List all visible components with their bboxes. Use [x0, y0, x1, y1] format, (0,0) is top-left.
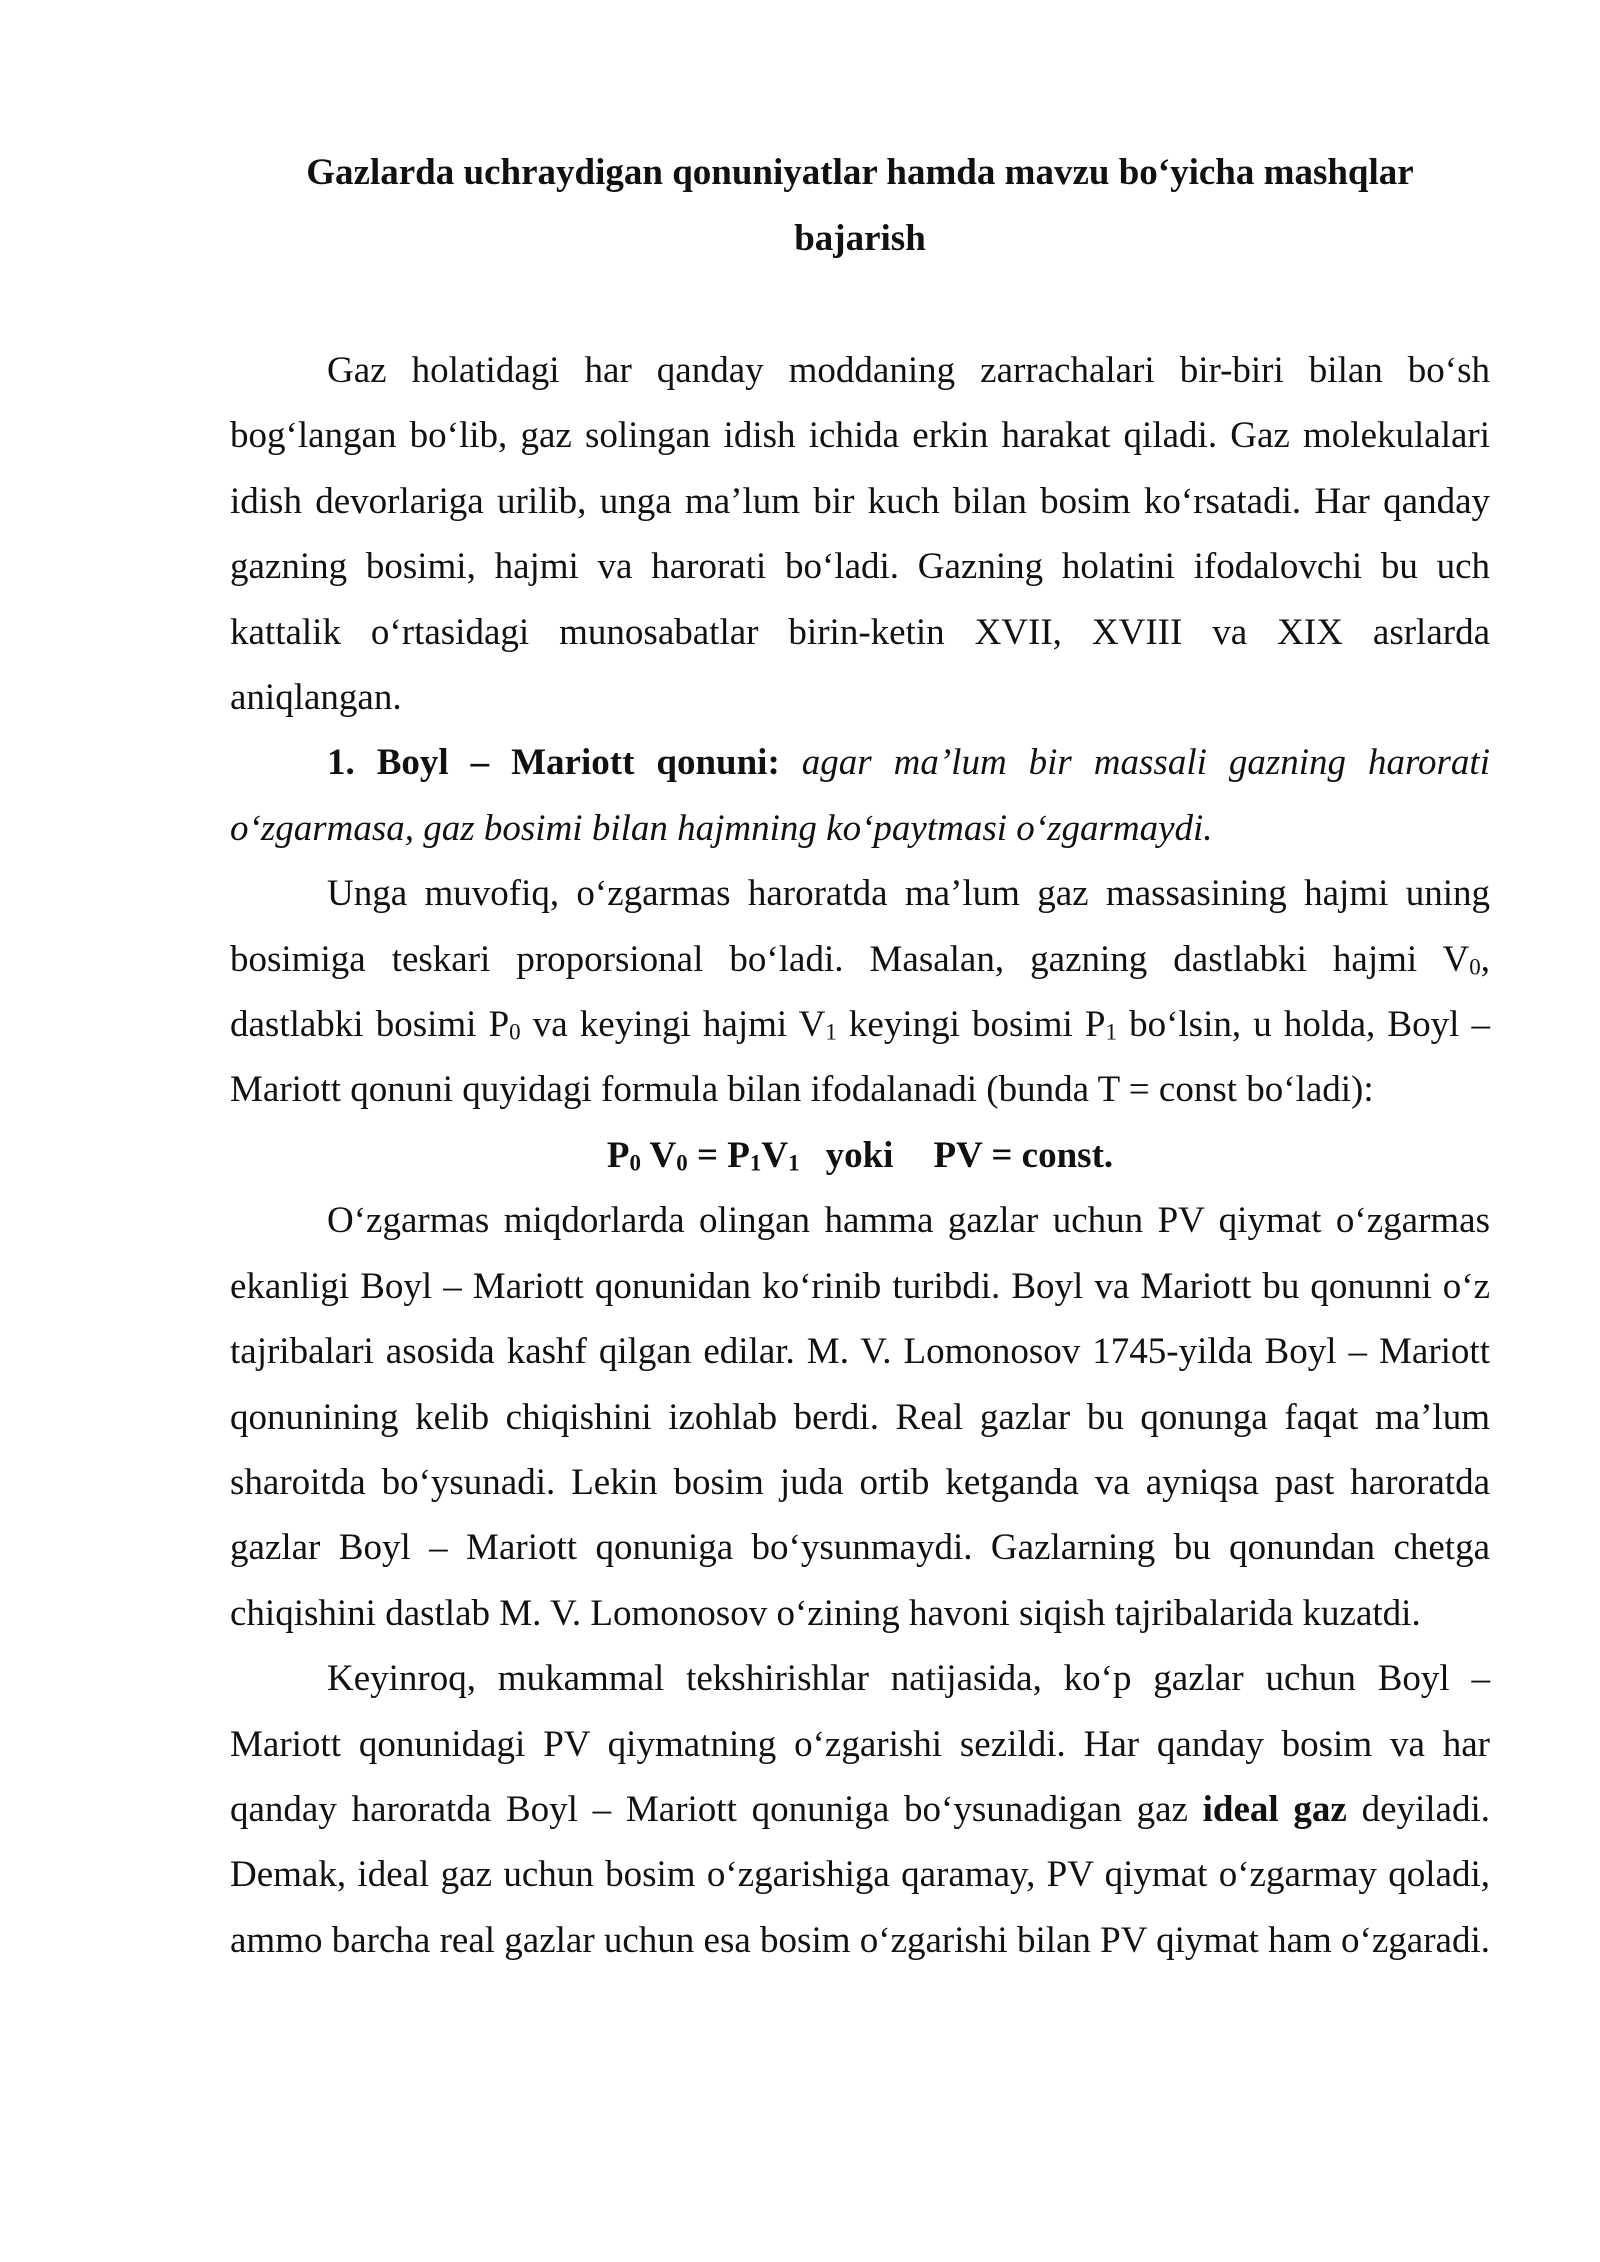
subscript: 1	[1105, 1019, 1117, 1045]
text-run: Unga muvofiq, o‘zgarmas haroratda ma’lum gaz massasining hajmi uning bosimiga teskari proporsional bo‘ladi. Masalan, gazning dastlabki hajmi V	[230, 873, 1490, 980]
title-line-1: Gazlarda uchraydigan qonuniyatlar hamda mavzu bo‘yicha mashqlar	[306, 152, 1414, 193]
paragraph-law-explanation	[230, 861, 1490, 1123]
formula-subscript: 1	[788, 1150, 800, 1176]
formula-boyle-mariotte	[230, 1123, 1490, 1188]
ideal-gas-term: ideal gaz	[1202, 1788, 1347, 1830]
text-run: , dastlabki bosimi P	[230, 938, 1490, 1046]
formula-symbol: V	[761, 1134, 789, 1176]
formula-subscript: 1	[749, 1150, 762, 1176]
paragraph-intro: Gaz holatidagi har qanday moddaning zarrachalari bir-biri bilan bo‘sh bog‘langan bo‘lib, gaz solingan idish ichida erkin harakat qiladi. Gaz molekulalari idish devorlariga urilib, unga ma’lum bir kuch bilan bosim ko‘rsatadi. Har qanday gazning bosimi, hajmi va harorati bo‘ladi. Gazning holatini ifodalovchi bu uch kattalik o‘rtasidagi munosabatlar birin-ketin XVII, XVIII va XIX asrlarda aniqlangan.	[230, 350, 1490, 719]
law-heading: 1. Boyl – Mariott qonuni:	[327, 742, 780, 784]
subscript: 0	[509, 1019, 521, 1045]
paragraph-history: O‘zgarmas miqdorlarda olingan hamma gazlar uchun PV qiymat o‘zgarmas ekanligi Boyl – Mariott qonunidan ko‘rinib turibdi. Boyl va Mariott bu qonunni o‘z tajribalari asosida kashf qilgan edilar. M. V. Lomonosov 1745-yilda Boyl – Mariott qonunining kelib chiqishini izohlab berdi. Real gazlar bu qonunga faqat ma’lum sharoitda bo‘ysunadi. Lekin bosim juda ortib ketganda va ayniqsa past haroratda gazlar Boyl – Mariott qonuniga bo‘ysunmaydi. Gazlarning bu qonundan chetga chiqishini dastlab M. V. Lomonosov o‘zining havoni siqish tajribalarida kuzatdi.	[230, 1200, 1490, 1634]
formula-symbol: P	[727, 1134, 750, 1176]
text-run: bo‘lsin, u holda, Boyl – Mariott qonuni quyidagi formula bilan ifodalanadi (bunda T = const bo‘ladi):	[230, 1004, 1491, 1111]
text-run: va keyingi hajmi V	[520, 1004, 826, 1046]
document-body	[230, 338, 1490, 1973]
formula-equals: =	[687, 1134, 728, 1176]
formula-or: yoki	[825, 1134, 894, 1176]
subscript: 1	[825, 1019, 837, 1045]
paragraph-law-definition	[230, 730, 1490, 861]
subscript: 0	[1469, 954, 1481, 980]
text-run: Keyinroq, mukammal tekshirishlar natijasida, ko‘p gazlar uchun Boyl – Mariott qonunidagi PV qiymatning o‘zgarishi sezildi. Har qanday bosim va har qanday haroratda Boyl – Mariott qonuniga bo‘ysunadigan gaz	[230, 1658, 1490, 1830]
formula-subscript: 0	[629, 1150, 641, 1176]
formula-subscript: 0	[676, 1150, 688, 1176]
paragraph-ideal-gas	[230, 1646, 1490, 1973]
document-title	[230, 140, 1490, 272]
formula-symbol: P	[606, 1134, 630, 1176]
text-run: deyiladi. Demak, ideal gaz uchun bosim o‘zgarishiga qaramay, PV qiymat o‘zgarmay qoladi, ammo barcha real gazlar uchun esa bosim o‘zgarishi bilan PV qiymat ham o‘zgaradi.	[230, 1788, 1490, 1961]
text-run: keyingi bosimi P	[836, 1004, 1106, 1046]
formula-const: PV = const.	[933, 1134, 1114, 1176]
title-line-2: bajarish	[794, 218, 926, 259]
formula-symbol: V	[649, 1134, 677, 1176]
law-statement: agar ma’lum bir massali gazning harorati o‘zgarmasa, gaz bosimi bilan hajmning ko‘paytmasi o‘zgarmaydi.	[230, 742, 1490, 849]
